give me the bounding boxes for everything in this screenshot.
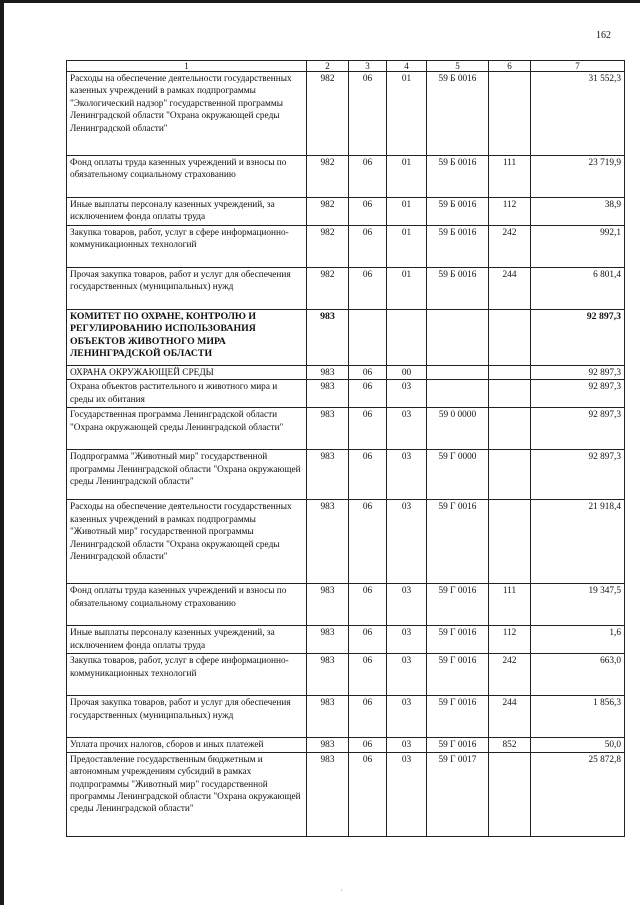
- row-target-article-code: 59 Г 0016: [427, 654, 489, 696]
- table-row: [67, 198, 625, 226]
- row-amount: 23 719,9: [531, 156, 625, 198]
- row-amount: 1,6: [531, 626, 625, 654]
- row-section-code: 06: [349, 654, 387, 696]
- page-number: 162: [596, 30, 611, 41]
- row-target-article-code: 59 Г 0016: [427, 738, 489, 752]
- row-ministry-code: 983: [307, 738, 349, 752]
- row-ministry-code: 983: [307, 752, 349, 836]
- row-amount: 92 897,3: [531, 366, 625, 380]
- row-amount: 1 856,3: [531, 696, 625, 738]
- row-name: Государственная программа Ленинградской области "Охрана окружающей среды Ленинградской области": [67, 408, 307, 450]
- row-name: Прочая закупка товаров, работ и услуг для обеспечения государственных (муниципальных) нужд: [67, 268, 307, 310]
- row-ministry-code: 982: [307, 156, 349, 198]
- row-target-article-code: [427, 310, 489, 366]
- column-header-6: 6: [489, 61, 531, 72]
- row-section-code: 06: [349, 500, 387, 584]
- row-expense-type-code: 852: [489, 738, 531, 752]
- row-target-article-code: 59 Б 0016: [427, 198, 489, 226]
- row-ministry-code: 983: [307, 380, 349, 408]
- table-row: [67, 310, 625, 366]
- column-header-3: 3: [349, 61, 387, 72]
- row-target-article-code: 59 Г 0016: [427, 696, 489, 738]
- row-amount: 92 897,3: [531, 380, 625, 408]
- row-expense-type-code: [489, 752, 531, 836]
- table-body: [67, 72, 625, 837]
- row-expense-type-code: [489, 500, 531, 584]
- row-subsection-code: 01: [387, 156, 427, 198]
- table-row: [67, 584, 625, 626]
- row-subsection-code: 01: [387, 72, 427, 156]
- row-amount: 19 347,5: [531, 584, 625, 626]
- row-ministry-code: 982: [307, 268, 349, 310]
- row-expense-type-code: [489, 380, 531, 408]
- row-section-code: [349, 310, 387, 366]
- row-expense-type-code: 242: [489, 654, 531, 696]
- row-ministry-code: 983: [307, 310, 349, 366]
- row-section-code: 06: [349, 366, 387, 380]
- row-name: Фонд оплаты труда казенных учреждений и взносы по обязательному социальному страхованию: [67, 584, 307, 626]
- table-row: [67, 738, 625, 752]
- row-name: ОХРАНА ОКРУЖАЮЩЕЙ СРЕДЫ: [67, 366, 307, 380]
- row-name: КОМИТЕТ ПО ОХРАНЕ, КОНТРОЛЮ И РЕГУЛИРОВАНИЮ ИСПОЛЬЗОВАНИЯ ОБЪЕКТОВ ЖИВОТНОГО МИРА ЛЕНИНГРАДСКОЙ ОБЛАСТИ: [67, 310, 307, 366]
- row-name: Уплата прочих налогов, сборов и иных платежей: [67, 738, 307, 752]
- table-row: [67, 500, 625, 584]
- row-expense-type-code: [489, 366, 531, 380]
- row-ministry-code: 983: [307, 626, 349, 654]
- table-row: [67, 752, 625, 836]
- row-subsection-code: 03: [387, 584, 427, 626]
- column-number-row: [67, 61, 625, 72]
- row-section-code: 06: [349, 72, 387, 156]
- row-target-article-code: 59 Б 0016: [427, 72, 489, 156]
- row-target-article-code: [427, 380, 489, 408]
- row-subsection-code: 01: [387, 268, 427, 310]
- column-header-7: 7: [531, 61, 625, 72]
- row-amount: 21 918,4: [531, 500, 625, 584]
- row-amount: 50,0: [531, 738, 625, 752]
- row-subsection-code: 03: [387, 450, 427, 500]
- row-name: Подпрограмма "Животный мир" государственной программы Ленинградской области "Охрана окружающей среды Ленинградской области": [67, 450, 307, 500]
- scan-dot: ·: [340, 886, 343, 895]
- table-row: [67, 626, 625, 654]
- row-name: Прочая закупка товаров, работ и услуг для обеспечения государственных (муниципальных) нужд: [67, 696, 307, 738]
- row-section-code: 06: [349, 626, 387, 654]
- row-amount: 38,9: [531, 198, 625, 226]
- row-target-article-code: 59 Б 0016: [427, 226, 489, 268]
- row-subsection-code: 03: [387, 380, 427, 408]
- table-row: [67, 72, 625, 156]
- row-target-article-code: 59 Б 0016: [427, 156, 489, 198]
- column-header-4: 4: [387, 61, 427, 72]
- row-subsection-code: 00: [387, 366, 427, 380]
- row-expense-type-code: [489, 310, 531, 366]
- row-target-article-code: [427, 366, 489, 380]
- row-section-code: 06: [349, 198, 387, 226]
- table-row: [67, 450, 625, 500]
- row-subsection-code: 03: [387, 738, 427, 752]
- budget-table: [66, 60, 625, 837]
- row-expense-type-code: 244: [489, 696, 531, 738]
- row-section-code: 06: [349, 696, 387, 738]
- column-header-2: 2: [307, 61, 349, 72]
- row-amount: 31 552,3: [531, 72, 625, 156]
- row-ministry-code: 983: [307, 450, 349, 500]
- table-row: [67, 156, 625, 198]
- row-target-article-code: 59 Г 0016: [427, 584, 489, 626]
- row-subsection-code: 03: [387, 500, 427, 584]
- row-ministry-code: 983: [307, 584, 349, 626]
- row-expense-type-code: [489, 450, 531, 500]
- row-target-article-code: 59 Г 0016: [427, 500, 489, 584]
- table-row: [67, 268, 625, 310]
- row-name: Охрана объектов растительного и животного мира и среды их обитания: [67, 380, 307, 408]
- row-ministry-code: 983: [307, 366, 349, 380]
- row-ministry-code: 982: [307, 198, 349, 226]
- row-amount: 6 801,4: [531, 268, 625, 310]
- row-ministry-code: 983: [307, 696, 349, 738]
- row-expense-type-code: 112: [489, 198, 531, 226]
- row-section-code: 06: [349, 584, 387, 626]
- row-target-article-code: 59 Г 0000: [427, 450, 489, 500]
- row-ministry-code: 982: [307, 72, 349, 156]
- row-expense-type-code: 111: [489, 584, 531, 626]
- row-expense-type-code: 242: [489, 226, 531, 268]
- row-expense-type-code: [489, 72, 531, 156]
- row-amount: 92 897,3: [531, 450, 625, 500]
- table-row: [67, 696, 625, 738]
- row-section-code: 06: [349, 408, 387, 450]
- row-amount: 25 872,8: [531, 752, 625, 836]
- row-target-article-code: 59 0 0000: [427, 408, 489, 450]
- row-ministry-code: 982: [307, 226, 349, 268]
- table-row: [67, 366, 625, 380]
- row-section-code: 06: [349, 752, 387, 836]
- row-subsection-code: 03: [387, 626, 427, 654]
- row-subsection-code: 03: [387, 696, 427, 738]
- column-header-1: 1: [67, 61, 307, 72]
- row-subsection-code: 03: [387, 654, 427, 696]
- row-subsection-code: 01: [387, 198, 427, 226]
- row-amount: 92 897,3: [531, 310, 625, 366]
- row-amount: 663,0: [531, 654, 625, 696]
- row-expense-type-code: 244: [489, 268, 531, 310]
- row-target-article-code: 59 Г 0016: [427, 626, 489, 654]
- row-ministry-code: 983: [307, 500, 349, 584]
- row-subsection-code: 03: [387, 752, 427, 836]
- row-name: Расходы на обеспечение деятельности государственных казенных учреждений в рамках подпрограммы "Экологический надзор" государственной программы Ленинградской области "Охрана окружающей среды Ленинградской области": [67, 72, 307, 156]
- row-amount: 992,1: [531, 226, 625, 268]
- row-ministry-code: 983: [307, 654, 349, 696]
- row-ministry-code: 983: [307, 408, 349, 450]
- row-name: Фонд оплаты труда казенных учреждений и взносы по обязательному социальному страхованию: [67, 156, 307, 198]
- row-section-code: 06: [349, 450, 387, 500]
- row-section-code: 06: [349, 226, 387, 268]
- row-target-article-code: 59 Г 0017: [427, 752, 489, 836]
- row-name: Иные выплаты персоналу казенных учреждений, за исключением фонда оплаты труда: [67, 198, 307, 226]
- row-name: Расходы на обеспечение деятельности государственных казенных учреждений в рамках подпрограммы "Животный мир" государственной программы Ленинградской области "Охрана окружающей среды Ленинградской области": [67, 500, 307, 584]
- table-row: [67, 654, 625, 696]
- table-row: [67, 408, 625, 450]
- row-section-code: 06: [349, 268, 387, 310]
- row-section-code: 06: [349, 738, 387, 752]
- row-name: Иные выплаты персоналу казенных учреждений, за исключением фонда оплаты труда: [67, 626, 307, 654]
- row-subsection-code: [387, 310, 427, 366]
- row-target-article-code: 59 Б 0016: [427, 268, 489, 310]
- row-expense-type-code: 111: [489, 156, 531, 198]
- row-name: Закупка товаров, работ, услуг в сфере информационно-коммуникационных технологий: [67, 654, 307, 696]
- row-name: Предоставление государственным бюджетным и автономным учреждениям субсидий в рамках подпрограммы "Животный мир" государственной программы Ленинградской области "Охрана окружающей среды Ленинградской области": [67, 752, 307, 836]
- row-amount: 92 897,3: [531, 408, 625, 450]
- table-row: [67, 380, 625, 408]
- scan-edge-top: [0, 0, 640, 3]
- row-expense-type-code: [489, 408, 531, 450]
- row-section-code: 06: [349, 380, 387, 408]
- row-expense-type-code: 112: [489, 626, 531, 654]
- row-section-code: 06: [349, 156, 387, 198]
- column-header-5: 5: [427, 61, 489, 72]
- row-subsection-code: 01: [387, 226, 427, 268]
- table-row: [67, 226, 625, 268]
- row-name: Закупка товаров, работ, услуг в сфере информационно-коммуникационных технологий: [67, 226, 307, 268]
- table-header: [67, 61, 625, 72]
- row-subsection-code: 03: [387, 408, 427, 450]
- scan-edge-left: [0, 0, 4, 905]
